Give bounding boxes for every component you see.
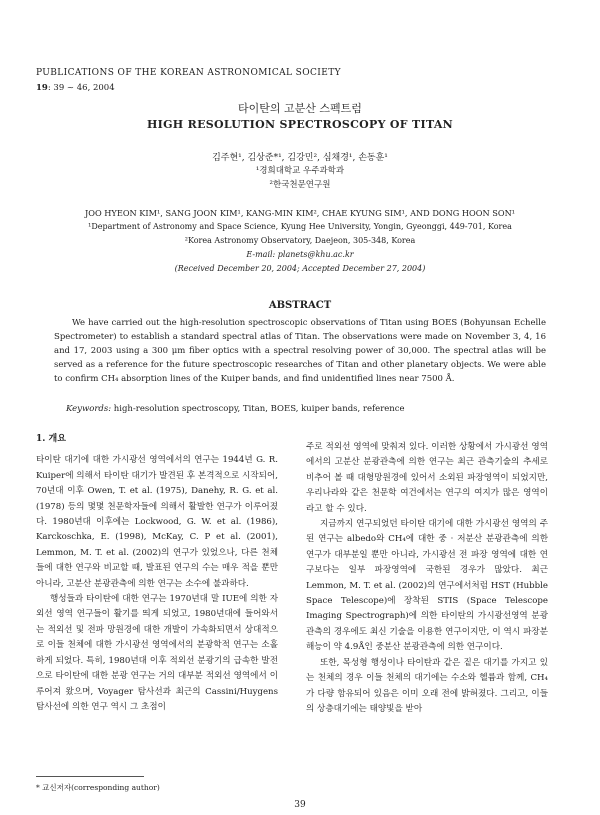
affiliation-korean-2: ²한국천문연구원 [269,180,331,190]
right-column [306,440,548,717]
title-english: HIGH RESOLUTION SPECTROSCOPY OF TITAN [146,118,454,131]
received-dates: (Received December 20, 2004; Accepted December 27, 2004) [174,264,426,273]
issue-line [36,83,115,93]
footnote-rule [36,776,144,777]
paragraph: 지금까지 연구되었던 타이탄 대기에 대한 가시광선 영역의 주된 연구는 albedo와 CH₄에 대한 중 · 저분산 분광관측에 의한 연구가 대부분일 뿐만 아니라, 가시광선 전 파장 영역에 대한 연구보다는 일부 파장영역에 국한된 경우가 많았다. 최근 Lemmon, M. T. et al. (2002)의 연구에서처럼 HST (Hubble Space Telescope)에 장착된 STIS (Space Telescope Imaging Spectrograph)에 의한 타이탄의 가시광선영역 분광 관측의 경우에도 최신 기술을 이용한 연구이지만, 이 역시 파장분해능이 약 4.9Å인 중분산 분광관측에 의한 연구이다. [306,519,548,653]
abstract-text: We have carried out the high-resolution spectroscopic observations of Titan using BOES (Bohyunsan Echelle Spectrometer) to establish a standard spectral atlas of Titan. The observations were made on November 3, 4, 16 and 17, 2003 using a 300 μm fiber optics with a spectral resolving power of 30,000. The spectral atlas will be served as a reference for the future spectroscopic researches of Titan and other planetary objects. We were able to confirm CH₄ absorption lines of the Kuiper bands, and find unidentified lines near 7500 Å. [54,318,546,384]
keywords-label: Keywords: [66,404,112,414]
volume-number: 19 [36,83,48,93]
footnote: * 교신저자(corresponding author) [36,783,160,792]
affiliation-english-1: ¹Department of Astronomy and Space Science, Kyung Hee University, Yongin, Gyeonggi, 449-701, Korea [88,222,512,231]
abstract-heading: ABSTRACT [268,300,332,311]
keywords-text: high-resolution spectroscopy, Titan, BOES, kuiper bands, reference [113,404,405,414]
page-range: : 39 ~ 46, 2004 [47,83,115,93]
page-number: 39 [294,800,306,810]
title-korean: 타이탄의 고분산 스펙트럼 [238,102,362,115]
paragraph: 행성들과 타이탄에 대한 연구는 1970년대 말 IUE에 의한 자외선 영역 연구들이 활기를 띄게 되었고, 1980년대에 들어와서는 적외선 및 전파 망원경에 대한 개발이 가속화되면서 상대적으로 이들 천체에 대한 가시광선 영역에서의 분광학적 연구는 소홀하게 되었다. 특히, 1980년대 이후 적외선 분광기의 급속한 발전으로 타이탄에 대한 분광 연구는 거의 대부분 적외선 영역에서 이루어져 왔으며, Voyager 탐사선과 최근의 Cassini/Huygens 탐사선에 의한 연구 역시 그 초점이 [36,594,278,712]
section-heading: 1. 개요 [36,434,66,444]
author-email: E-mail: planets@khu.ac.kr [246,250,354,259]
affiliation-korean-1: ¹경희대학교 우주과학과 [255,166,345,176]
journal-name: PUBLICATIONS OF THE KOREAN ASTRONOMICAL SOCIETY [36,68,341,78]
authors-korean: 김주현¹, 김상준*¹, 김강민², 심채경¹, 손동훈¹ [212,153,388,163]
authors-english: JOO HYEON KIM¹, SANG JOON KIM¹, KANG-MIN KIM², CHAE KYUNG SIM¹, AND DONG HOON SON¹ [84,208,516,218]
paragraph: 주로 적외선 영역에 맞춰져 있다. 이러한 상황에서 가시광선 영역에서의 고분산 분광관측에 의한 연구는 최근 관측기술의 추세로 비추어 볼 때 대형망원경에 있어서 소외된 파장영역이 되었지만, 우리나라와 같은 천문학 여건에서는 연구의 여지가 많은 영역이라고 할 수 있다. [306,442,548,514]
affiliation-english-2: ²Korea Astronomy Observatory, Daejeon, 305-348, Korea [184,236,416,245]
paragraph: 타이탄 대기에 대한 가시광선 영역에서의 연구는 1944년 G. R. Kuiper에 의해서 타이탄 대기가 발견된 후 본격적으로 시작되어, 70년대 이후 Owen, T. et al. (1975), Danehy, R. G. et al. (1978) 등의 몇몇 천문학자들에 의해서 활발한 연구가 이루어졌다. 1980년대 이후에는 Lockwood, G. W. et al. (1986), Karckoschka, E. (1998), McKay, C. P et al. (2001), Lemmon, M. T. et al. (2002)의 연구가 있었으나, 다른 천체들에 대한 연구와 비교할 때, 발표된 연구의 수는 매우 적을 뿐만 아니라, 고분산 분광관측에 의한 연구는 소수에 불과하다. [36,455,278,589]
keywords [66,404,405,414]
paragraph: 또한, 목성형 행성이나 타이탄과 같은 짙은 대기를 가지고 있는 천체의 경우 이들 천체의 대기에는 수소와 헬륨과 함께, CH₄가 다량 함유되어 있음은 이미 오래 전에 밝혀졌다. 그리고, 이들의 상층대기에는 태양빛을 받아 [306,657,548,714]
left-column [36,432,278,715]
